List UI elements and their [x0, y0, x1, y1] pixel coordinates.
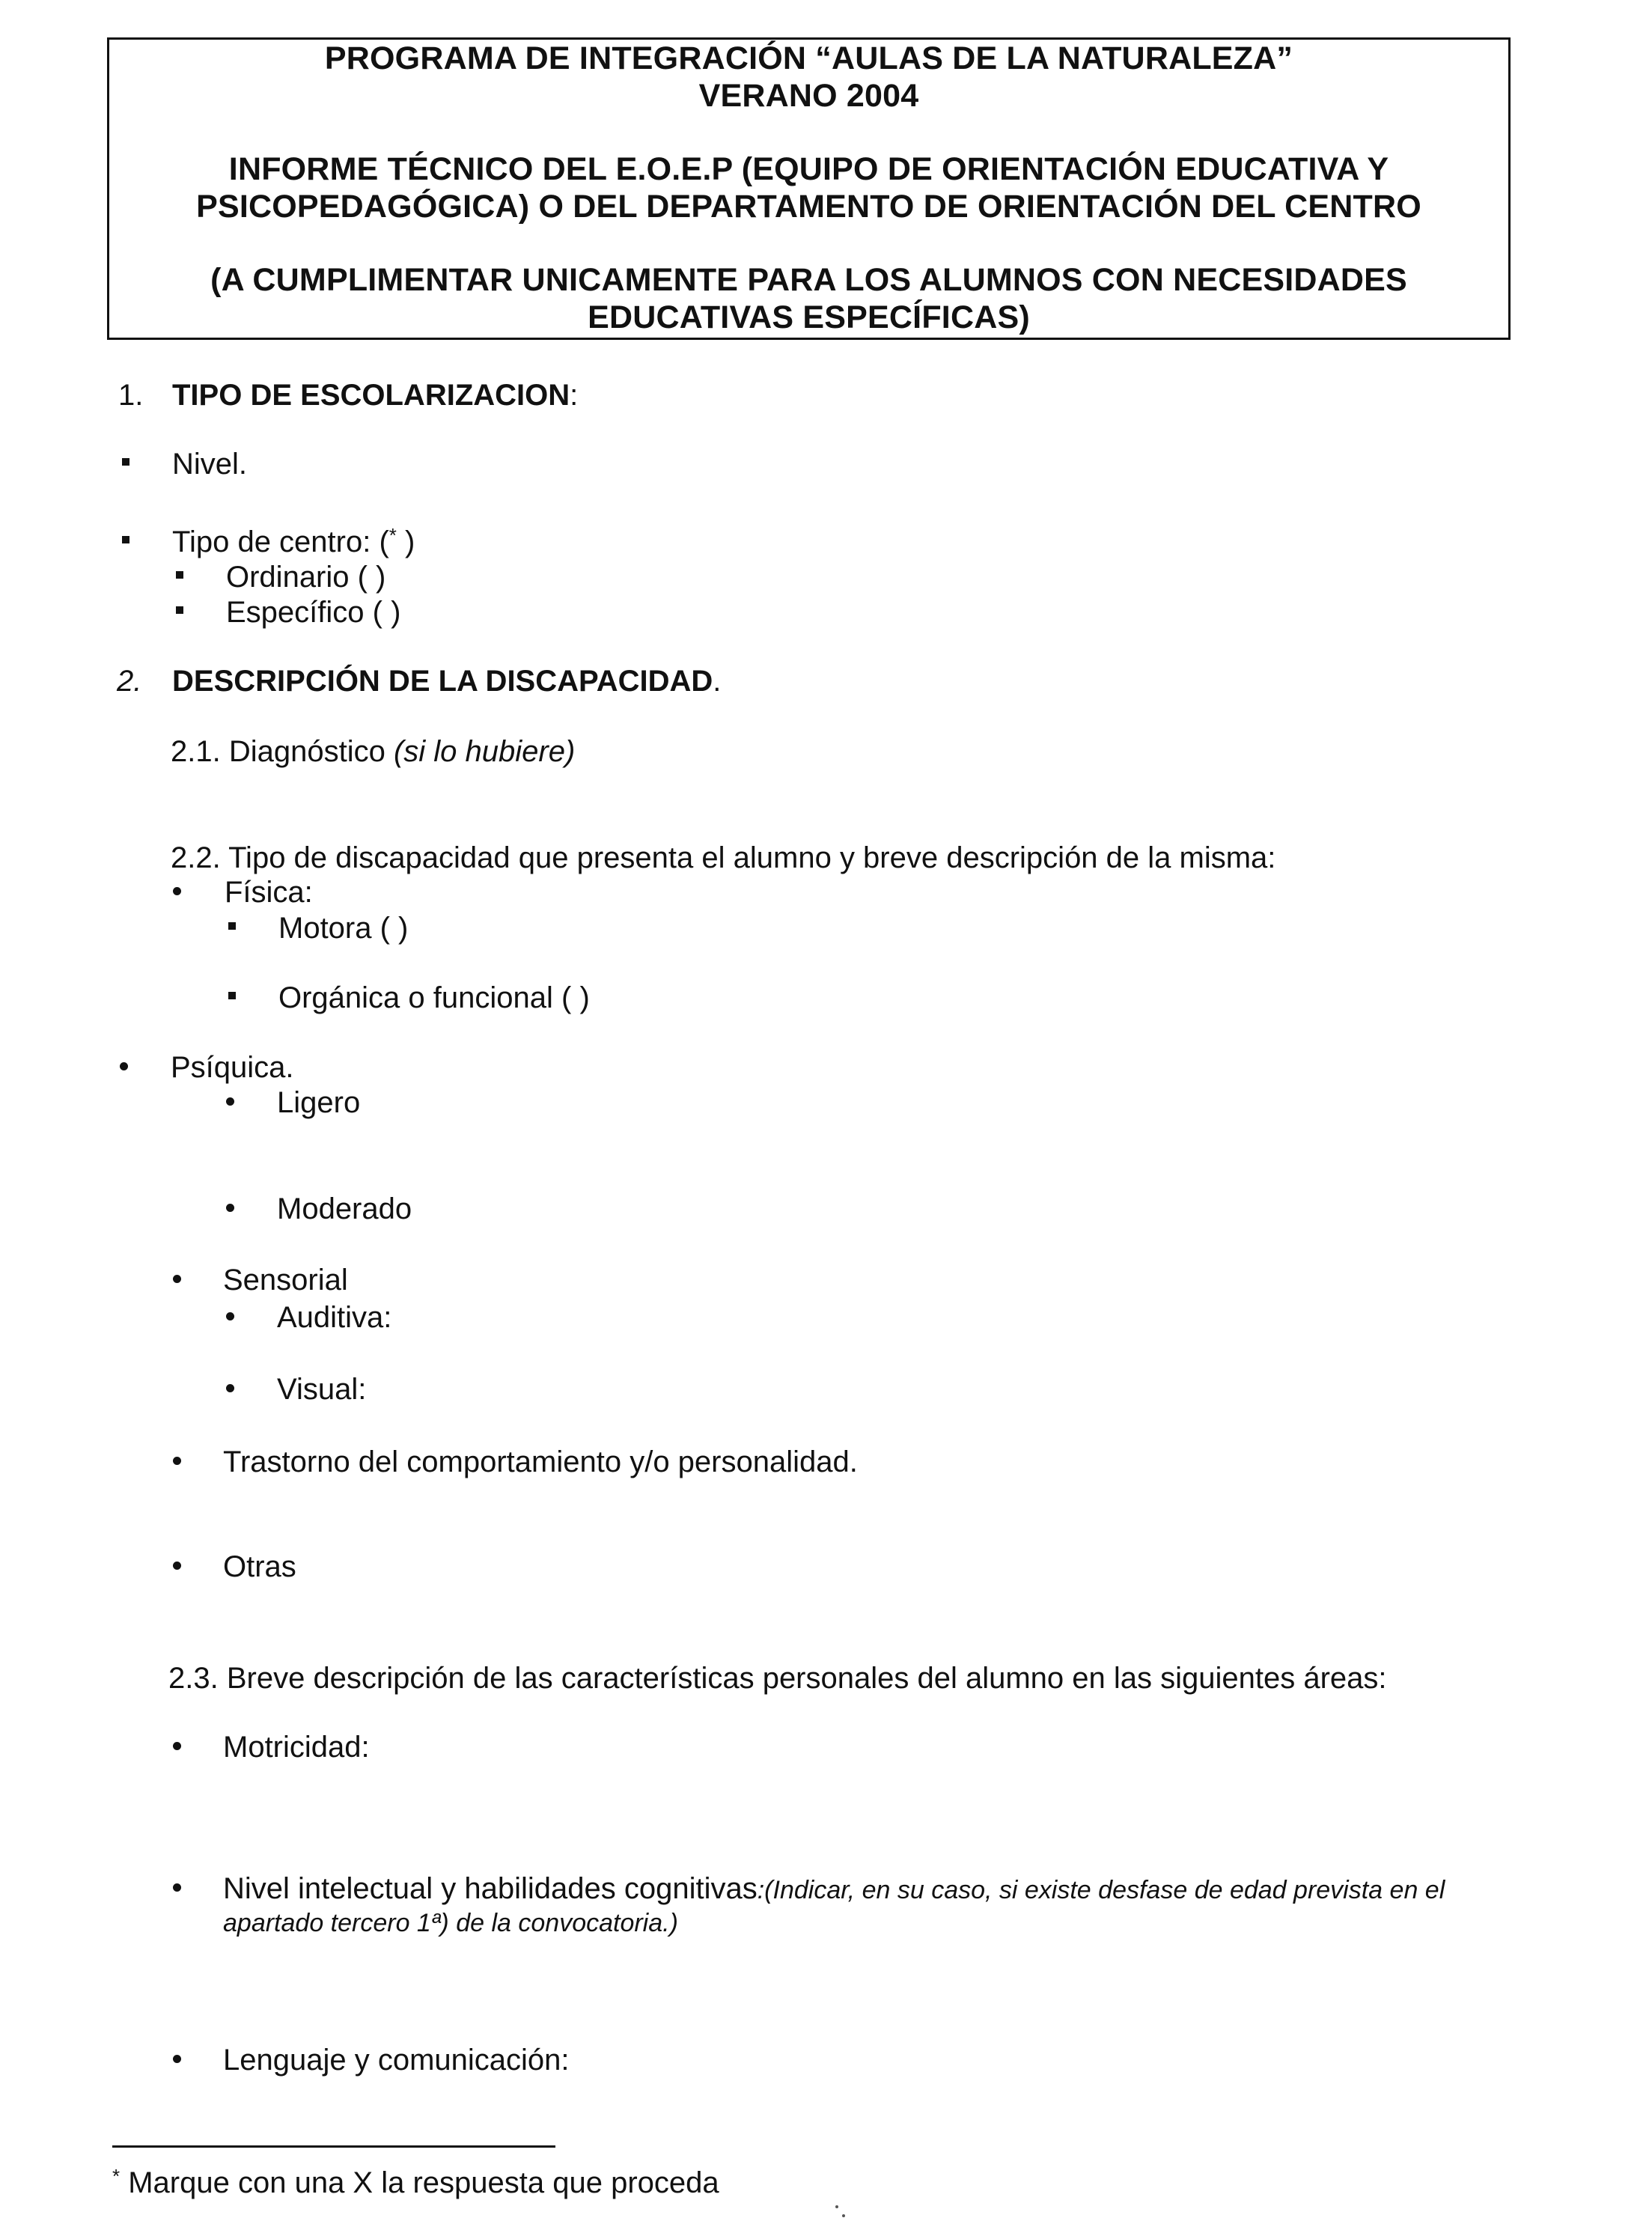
nivel-intelectual-line1	[223, 1871, 1445, 1908]
footnote-mark: *	[112, 2165, 121, 2187]
subsection-2-2: 2.2. Tipo de discapacidad que presenta el alumno y breve descripción de la misma:	[171, 841, 1276, 874]
bullet-dot	[173, 1562, 181, 1570]
trastorno-label: Trastorno del comportamiento y/o personalidad.	[223, 1445, 858, 1478]
psiquica-label: Psíquica.	[171, 1051, 294, 1084]
scan-speck	[842, 2214, 845, 2217]
option-organica: Orgánica o funcional ( )	[278, 981, 590, 1014]
section1-title: TIPO DE ESCOLARIZACION	[172, 379, 570, 412]
section1-heading	[172, 377, 578, 413]
option-auditiva: Auditiva:	[277, 1301, 392, 1334]
subsection-2-1	[171, 734, 575, 770]
program-year: VERANO 2004	[698, 78, 919, 114]
bullet-dot	[120, 1062, 128, 1070]
report-title-line2: PSICOPEDAGÓGICA) O DEL DEPARTAMENTO DE ORIENTACIÓN DEL CENTRO	[196, 189, 1421, 225]
section2-number: 2.	[117, 665, 142, 698]
motricidad-label: Motricidad:	[223, 1731, 370, 1764]
nivel-intelectual-note: :(Indicar, en su caso, si existe desfase de edad prevista en el	[757, 1876, 1445, 1904]
subsection-2-3: 2.3. Breve descripción de las características personales del alumno en las siguientes áreas:	[168, 1662, 1387, 1695]
bullet-square	[228, 922, 236, 930]
bullet-dot	[226, 1204, 234, 1212]
bullet-dot	[226, 1312, 234, 1320]
instruction-line1: (A CUMPLIMENTAR UNICAMENTE PARA LOS ALUMNOS CON NECESIDADES	[210, 262, 1407, 298]
bullet-dot	[173, 1883, 181, 1892]
option-motora: Motora ( )	[278, 912, 409, 945]
option-visual: Visual:	[277, 1373, 367, 1406]
bullet-dot	[173, 1457, 181, 1465]
lenguaje-label: Lenguaje y comunicación:	[223, 2044, 570, 2077]
section2-period: .	[713, 665, 722, 698]
tipo-centro-text: Tipo de centro: (	[172, 525, 389, 558]
scan-speck	[835, 2205, 838, 2208]
tipo-centro-label	[172, 524, 415, 560]
bullet-dot	[173, 2055, 181, 2063]
option-especifico: Específico ( )	[226, 596, 401, 629]
nivel-intelectual-label: Nivel intelectual y habilidades cognitivas	[223, 1872, 758, 1905]
option-ordinario: Ordinario ( )	[226, 561, 386, 594]
program-title: PROGRAMA DE INTEGRACIÓN “AULAS DE LA NATURALEZA”	[324, 40, 1293, 76]
bullet-dot	[173, 1742, 181, 1750]
bullet-square	[176, 571, 183, 579]
nivel-intelectual-line2: apartado tercero 1ª) de la convocatoria.)	[223, 1909, 678, 1937]
option-ligero: Ligero	[277, 1086, 361, 1119]
footnote	[112, 2165, 719, 2201]
tipo-centro-close: )	[396, 525, 415, 558]
fisica-label: Física:	[225, 876, 313, 909]
nivel-label: Nivel.	[172, 448, 248, 481]
diagnostico-note: (si lo hubiere)	[393, 735, 576, 768]
bullet-dot	[173, 1275, 181, 1283]
sensorial-label: Sensorial	[223, 1264, 348, 1297]
footnote-reference-mark: *	[388, 524, 397, 546]
footnote-separator	[112, 2145, 555, 2148]
option-moderado: Moderado	[277, 1192, 412, 1225]
bullet-square	[176, 606, 183, 614]
bullet-square	[122, 536, 129, 543]
section2-title: DESCRIPCIÓN DE LA DISCAPACIDAD	[172, 665, 713, 698]
instruction-line2: EDUCATIVAS ESPECÍFICAS)	[588, 299, 1030, 335]
header-box	[107, 37, 1511, 340]
diagnostico-label: 2.1. Diagnóstico	[171, 735, 394, 768]
otras-label: Otras	[223, 1550, 296, 1583]
bullet-square	[122, 458, 129, 466]
section1-colon: :	[570, 379, 579, 412]
bullet-dot	[226, 1097, 234, 1106]
footnote-text: Marque con una X la respuesta que proceda	[120, 2166, 719, 2199]
section2-heading	[172, 663, 721, 699]
report-title-line1: INFORME TÉCNICO DEL E.O.E.P (EQUIPO DE ORIENTACIÓN EDUCATIVA Y	[228, 151, 1389, 187]
section1-number: 1.	[118, 379, 144, 412]
bullet-dot	[173, 887, 181, 895]
bullet-square	[228, 992, 236, 999]
bullet-dot	[226, 1384, 234, 1392]
